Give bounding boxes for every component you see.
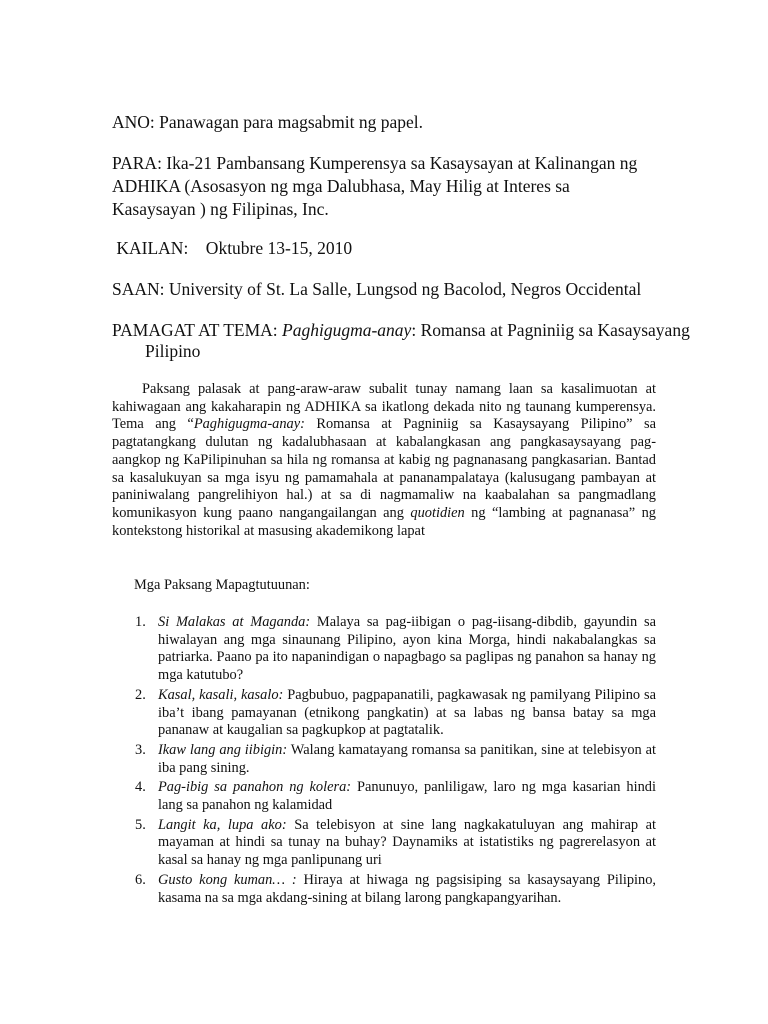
list-item-text: Sa telebisyon at sine lang nagkakatuluyan ang mahirap at mayaman at hindi sa tunay na buhay? Daynamiks at istatistiks ng pagrerelasyon at kasal sa hanay ng mga panlipunang uri xyxy=(158,816,657,869)
pamagat-label: PAMAGAT AT TEMA: xyxy=(112,320,283,340)
list-item-text: Walang kamatayang romansa sa panitikan, sine at telebisyon at iba pang sining. xyxy=(158,741,656,776)
saan-line: SAAN: University of St. La Salle, Lungsod ng Bacolod, Negros Occidental xyxy=(112,279,642,299)
list-item-text: Malaya sa pag-iibigan o pag-iisang-dibdib, gayundin sa hiwalayan ang mga sinaunang Pilipino, ayon kina Morga, hindi nakabalangkas sa patriarka. Paano pa ito napanindigan o napagbago sa paglipas ng panahon sa hanay ng mga katutubo? xyxy=(158,614,656,684)
list-item-title: Langit ka, lupa ako: xyxy=(158,816,287,833)
pamagat-italic: Paghigugma-anay xyxy=(282,320,412,340)
list-number: 3. xyxy=(135,741,146,758)
list-item xyxy=(112,614,656,685)
body-text-2: Romansa at Pagniniig sa Kasaysayang Pilipino” sa pagtatangkang dulutan ng kadalubhasaan at kabalangkasan ang pangkasaysayang pag-aangkop ng KaPilipinuhan sa hila ng romansa at kabig ng pagnanasang pangkasarian. Bantad sa kasalukuyan sa mga isyu ng pamamahala at pananampalataya (kalusugang pambayan at paniniwalang pangrelihiyon hal.) at sa di nagmamaliw na kaabalahan sa pangmadlang komunikasyon kung paano nangangailangan ang xyxy=(112,416,656,521)
para-line-3: Kasaysayan ) ng Filipinas, Inc. xyxy=(112,199,329,219)
list-item xyxy=(112,687,656,740)
list-item-text: Pagbubuo, pagpapanatili, pagkawasak ng pamilyang Pilipino sa iba’t ibang pamayanan (etnikong pangkatin) at sa labas ng bansa batay sa mga pananaw at kaugalian sa pagkupkop at pagtatalik. xyxy=(158,686,656,739)
list-item-title: Kasal, kasali, kasalo: xyxy=(158,686,284,703)
list-item-text: Panunuyo, panliligaw, laro ng mga kasarian hindi lang sa panahon ng kalamidad xyxy=(158,779,656,814)
list-number: 2. xyxy=(135,686,146,703)
list-item xyxy=(112,742,656,777)
list-item-title: Pag-ibig sa panahon ng kolera: xyxy=(158,779,352,796)
list-number: 4. xyxy=(135,779,146,796)
pamagat-rest: : Romansa at Pagniniig sa Kasaysayang Pilipino xyxy=(145,320,690,361)
topics-list xyxy=(112,614,656,909)
ano-line: ANO: Panawagan para magsabmit ng papel. xyxy=(112,112,424,132)
body-text-3: ng “lambing at pagnanasa” ng kontekstong historikal at masusing akademikong lapat xyxy=(112,504,656,539)
list-item xyxy=(112,817,656,870)
list-item-title: Si Malakas at Maganda: xyxy=(158,614,311,630)
list-item-title: Ikaw lang ang iibigin: xyxy=(158,741,288,758)
body-theme-italic: Paghigugma-anay: xyxy=(193,416,305,433)
pamagat-tema xyxy=(112,320,705,362)
list-item xyxy=(112,872,656,907)
list-item-text: Hiraya at hiwaga ng pagsisiping sa kasaysayang Pilipino, kasama na sa mga akdang-sining at bilang larong pangkapangyarihan. xyxy=(158,871,657,906)
para-line-1: PARA: Ika-21 Pambansang Kumperensya sa Kasaysayan at Kalinangan ng xyxy=(112,153,638,173)
list-item-title: Gusto kong kuman… : xyxy=(158,871,297,888)
body-quotidien-italic: quotidien xyxy=(410,504,465,521)
body-paragraph xyxy=(112,381,656,540)
list-number: 1. xyxy=(135,614,146,630)
topics-heading: Mga Paksang Mapagtutuunan: xyxy=(134,577,310,593)
body-text-1: Paksang palasak at pang-araw-araw subalit tunay namang laan sa kasalimuotan at kahiwagaan ang kakaharapin ng ADHIKA sa ikatlong dekada nito ng taunang kumperensya. Tema ang “ xyxy=(112,381,656,433)
kailan-line: KAILAN: Oktubre 13-15, 2010 xyxy=(112,238,353,258)
list-item xyxy=(112,779,656,814)
para-line-2: ADHIKA (Asosasyon ng mga Dalubhasa, May Hilig at Interes sa xyxy=(112,176,570,196)
list-number: 5. xyxy=(135,816,146,833)
list-number: 6. xyxy=(135,871,146,888)
